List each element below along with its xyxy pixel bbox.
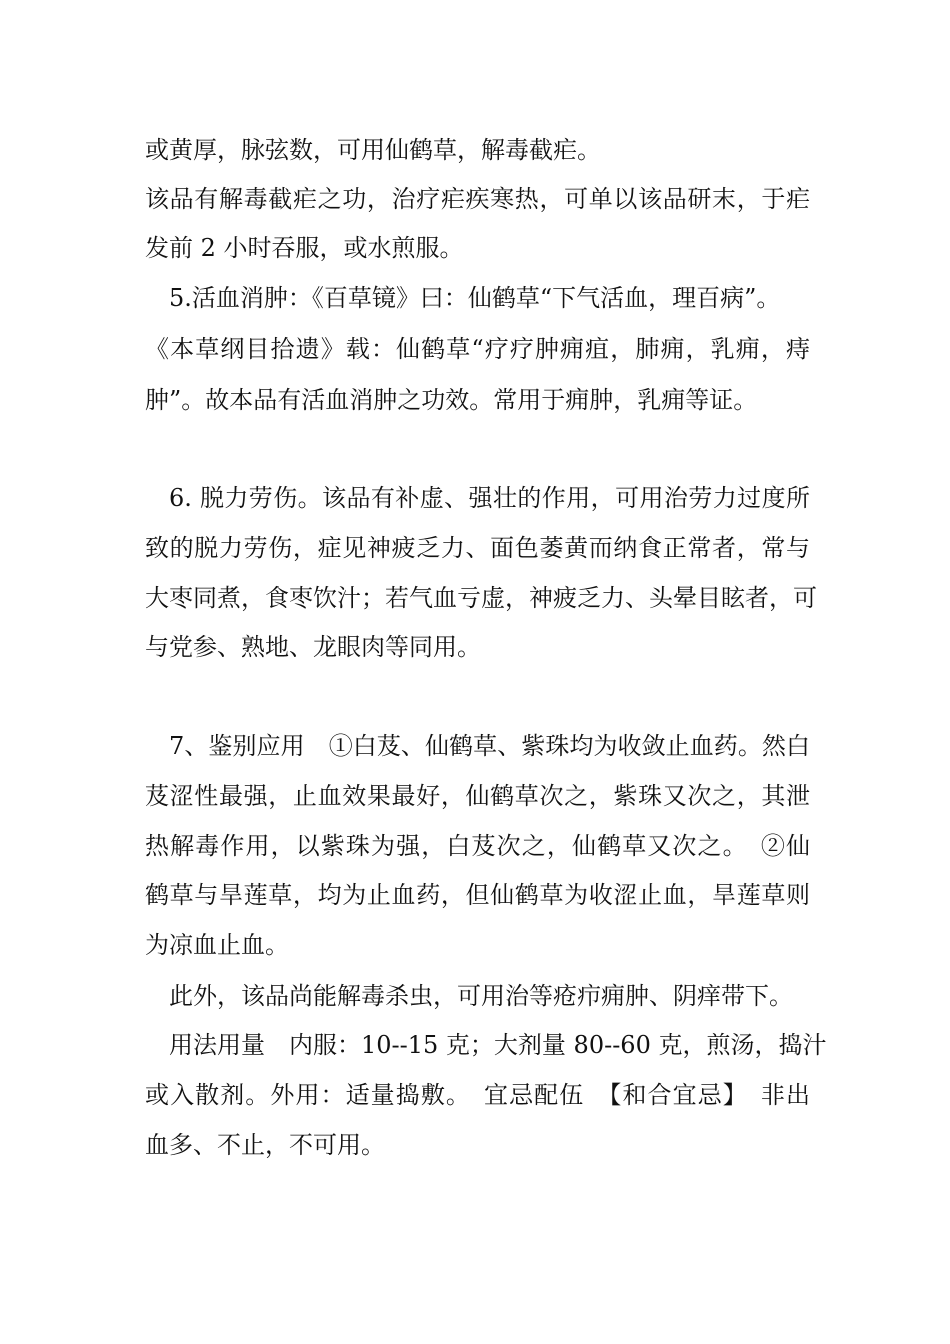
text-line: 血多、不止，不可用。: [145, 1131, 385, 1159]
text-line: 5.活血消肿：《百草镜》曰：仙鹤草“下气活血，理百病”。: [169, 284, 781, 312]
text-line: 或入散剂。外用：适量捣敷。 宜忌配伍 【和合宜忌】 非出: [145, 1081, 810, 1109]
text-line: 该品有解毒截疟之功，治疗疟疾寒热，可单以该品研末，于疟: [145, 185, 810, 213]
text-line: 或黄厚，脉弦数，可用仙鹤草，解毒截疟。: [145, 136, 601, 164]
text-line: 6. 脱力劳伤。该品有补虚、强壮的作用，可用治劳力过度所: [169, 484, 810, 512]
text-line: 7、鉴别应用 ①白芨、仙鹤草、紫珠均为收敛止血药。然白: [169, 732, 810, 760]
text-line: 鹤草与旱莲草，均为止血药，但仙鹤草为收涩止血，旱莲草则: [145, 881, 810, 909]
text-line: 此外，该品尚能解毒杀虫，可用治等疮疖痈肿、阴痒带下。: [169, 982, 793, 1010]
text-line: 《本草纲目拾遗》载：仙鹤草“疗疗肿痈疽，肺痈，乳痈，痔: [145, 335, 810, 363]
text-line: 用法用量 内服：10--15 克；大剂量 80--60 克，煎汤，捣汁: [169, 1031, 827, 1059]
text-line: 肿”。故本品有活血消肿之功效。常用于痈肿，乳痈等证。: [145, 386, 758, 414]
text-line: 为凉血止血。: [145, 931, 289, 959]
text-line: 大枣同煮，食枣饮汁；若气血亏虚，神疲乏力、头晕目眩者，可: [145, 584, 817, 612]
text-line: 发前 2 小时吞服，或水煎服。: [145, 234, 464, 262]
text-line: 致的脱力劳伤，症见神疲乏力、面色萎黄而纳食正常者，常与: [145, 534, 810, 562]
text-line: 热解毒作用，以紫珠为强，白芨次之，仙鹤草又次之。 ②仙: [145, 832, 810, 860]
text-line: 与党参、熟地、龙眼肉等同用。: [145, 633, 481, 661]
text-line: 芨涩性最强，止血效果最好，仙鹤草次之，紫珠又次之，其泄: [145, 782, 810, 810]
